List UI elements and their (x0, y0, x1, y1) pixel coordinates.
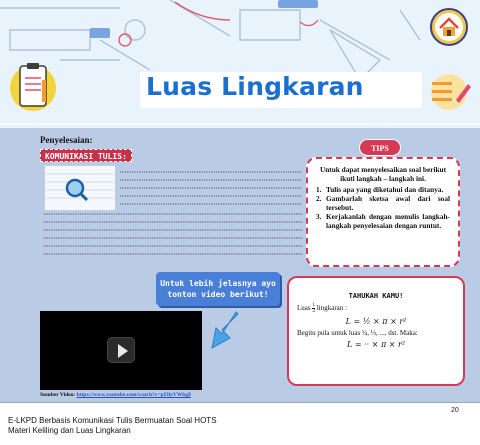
tips-item: 3. Kerjakanlah dengan menulis langkah-langkah penyelesaian dengan runtut. (316, 212, 450, 230)
tips-intro: Untuk dapat menyelesaikan soal berikut ikuti langkah – langkah ini. (319, 165, 447, 183)
home-button[interactable] (430, 8, 468, 46)
footer-text (8, 416, 217, 436)
video-player[interactable] (40, 311, 202, 390)
tips-list (316, 185, 450, 230)
arrow-down-left-icon (208, 310, 242, 352)
play-icon[interactable] (107, 337, 135, 363)
komunikasi-tulis-tag: KOMUNIKASI TULIS: (40, 149, 132, 162)
menu-pencil-icon[interactable] (426, 70, 472, 114)
page-number: 20 (451, 407, 459, 414)
tips-item: 1. Tulis apa yang diketahui dan ditanya. (316, 185, 444, 194)
home-icon (432, 10, 466, 44)
footer-line1: E-LKPD Berbasis Komunikasi Tulis Bermuatan Soal HOTS (8, 416, 217, 425)
tips-item: 2. Gambarlah sketsa awal dari soal tersebut. (316, 194, 450, 212)
school-doodles (0, 0, 480, 128)
formula-half: L = ½ × π × r² (345, 317, 407, 326)
video-source: Sumber Video: https://www.youtube.com/watch?v=pI3lyVWlqjI (40, 392, 191, 398)
fraction-half: $\frac{1}{2}$ (312, 302, 316, 314)
clipboard-icon (10, 60, 56, 116)
video-prompt-box: Untuk lebih jelasnya ayo tonton video berikut! (156, 272, 280, 306)
video-source-link[interactable]: https://www.youtube.com/watch?v=pI3lyVWlqjI (76, 392, 191, 398)
tips-card (306, 157, 460, 267)
formula-general: L = ·· × π × r² (346, 340, 406, 349)
footer-line2: Materi Keliling dan Luas Lingkaran (8, 426, 131, 435)
tips-badge: TIPS (359, 139, 401, 156)
tahukah-line2: Begitu pula untuk luas ¼, ⅓, ..., dst. Maka: (297, 329, 418, 337)
footer-divider (0, 402, 480, 403)
tahukah-card (287, 276, 465, 386)
penyelesaian-label: Penyelesaian: (40, 135, 93, 145)
tahukah-title: TAHUKAH KAMU! (348, 292, 404, 300)
tahukah-line1: Luas $\frac{1}{2}$ lingkaran : (297, 302, 347, 314)
header-banner (0, 0, 480, 128)
answer-lines[interactable] (44, 168, 304, 258)
page-title: Luas Lingkaran (146, 72, 364, 101)
